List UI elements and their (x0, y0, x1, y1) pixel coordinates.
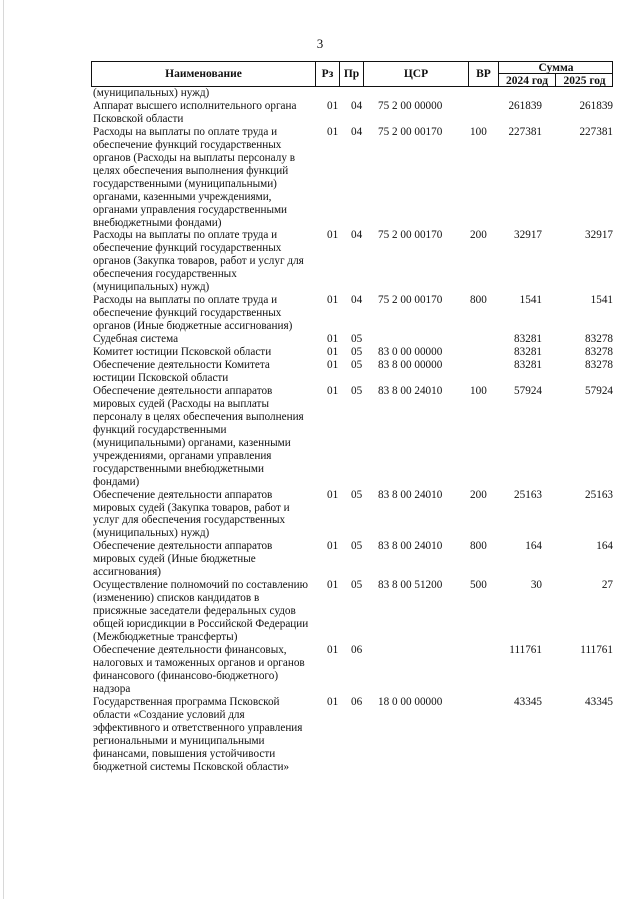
row-sum-2024: 43345 (514, 695, 542, 708)
row-csr: 83 8 00 24010 (378, 384, 443, 397)
row-rz: 01 (327, 384, 339, 397)
row-name: (муниципальных) нужд) (93, 87, 210, 99)
header-vr: ВР (469, 62, 499, 86)
table-row (0, 644, 640, 696)
row-rz: 01 (327, 359, 339, 372)
row-csr: 83 8 00 51200 (378, 579, 443, 592)
row-sum-2025: 25163 (585, 488, 613, 501)
table-row (0, 489, 640, 541)
row-rz: 01 (327, 346, 339, 359)
row-sum-2025: 57924 (585, 384, 613, 397)
row-name: Государственная программа Псковской области «Создание условий для эффективного и ответственного управления региональными и муниципальными финансами, повышения устойчивости бюджетной системы Псковской области» (93, 695, 303, 773)
table-row (0, 359, 640, 385)
row-pr: 05 (351, 579, 363, 592)
row-pr: 04 (351, 125, 363, 138)
row-sum-2025: 83278 (585, 359, 613, 372)
table-row (0, 540, 640, 579)
row-sum-2025: 83278 (585, 333, 613, 346)
row-name: Обеспечение деятельности финансовых, налоговых и таможенных органов и органов финансового (финансово-бюджетного) надзора (93, 643, 305, 695)
row-name: Расходы на выплаты по оплате труда и обеспечение функций государственных органов (Иные бюджетные ассигнования) (93, 294, 293, 333)
row-vr: 200 (470, 488, 487, 501)
row-sum-2024: 57924 (514, 384, 542, 397)
row-pr: 06 (351, 695, 363, 708)
row-pr: 05 (351, 359, 363, 372)
row-name: Аппарат высшего исполнительного органа Псковской области (93, 99, 297, 125)
row-sum-2024: 32917 (514, 229, 542, 242)
row-pr: 04 (351, 294, 363, 307)
row-rz: 01 (327, 488, 339, 501)
row-rz: 01 (327, 540, 339, 553)
row-rz: 01 (327, 579, 339, 592)
row-pr: 05 (351, 488, 363, 501)
row-sum-2024: 227381 (508, 125, 542, 138)
row-sum-2025: 111761 (580, 643, 613, 656)
row-vr: 100 (470, 384, 487, 397)
row-rz: 01 (327, 125, 339, 138)
row-pr: 05 (351, 346, 363, 359)
row-vr: 800 (470, 540, 487, 553)
row-name: Обеспечение деятельности Комитета юстиции Псковской области (93, 359, 270, 384)
row-name: Расходы на выплаты по оплате труда и обеспечение функций государственных органов (Закупка товаров, работ и услуг для обеспечения государственных (муниципальных) нужд) (93, 229, 304, 294)
header-year-2025: 2025 год (563, 74, 606, 87)
row-csr: 83 8 00 24010 (378, 488, 443, 501)
row-sum-2025: 164 (596, 540, 613, 553)
row-rz: 01 (327, 643, 339, 656)
row-sum-2024: 83281 (514, 359, 542, 372)
row-pr: 04 (351, 229, 363, 242)
table-row (0, 87, 640, 100)
row-csr: 75 2 00 00170 (378, 125, 443, 138)
header-year-2024: 2024 год (499, 74, 556, 87)
header-sum: Сумма (499, 62, 613, 74)
row-vr: 100 (470, 125, 487, 138)
row-csr: 18 0 00 00000 (378, 695, 443, 708)
table-row (0, 229, 640, 294)
row-rz: 01 (327, 229, 339, 242)
table-row (0, 385, 640, 489)
row-name: Обеспечение деятельности аппаратов мировых судей (Закупка товаров, работ и услуг для обеспечения государственных (муниципальных) нужд) (93, 488, 290, 540)
row-rz: 01 (327, 294, 339, 307)
table-body (0, 87, 640, 774)
row-sum-2024: 1541 (519, 294, 542, 307)
row-csr: 83 0 00 00000 (378, 346, 443, 359)
table-header (91, 61, 613, 87)
row-sum-2024: 111761 (509, 643, 542, 656)
row-sum-2024: 83281 (514, 346, 542, 359)
table-row (0, 579, 640, 644)
header-pr: Пр (340, 62, 364, 86)
row-pr: 06 (351, 643, 363, 656)
row-sum-2025: 261839 (579, 99, 613, 112)
row-rz: 01 (327, 695, 339, 708)
row-sum-2025: 227381 (579, 125, 613, 138)
row-csr: 83 8 00 24010 (378, 540, 443, 553)
row-vr: 200 (470, 229, 487, 242)
page-number: 3 (316, 36, 324, 51)
row-csr: 75 2 00 00000 (378, 99, 443, 112)
row-sum-2025: 1541 (590, 294, 613, 307)
row-sum-2025: 27 (601, 579, 613, 592)
header-csr: ЦСР (364, 62, 469, 86)
table-row (0, 333, 640, 346)
row-name: Расходы на выплаты по оплате труда и обеспечение функций государственных органов (Расходы на выплаты персоналу в целях обеспечения выполнения функций государственными (муниципальными) органами, казенными учреждениями, органами управления государственными внебюджетными фондами) (93, 125, 295, 229)
row-sum-2025: 32917 (585, 229, 613, 242)
row-name: Обеспечение деятельности аппаратов мировых судей (Расходы на выплаты персоналу в целях обеспечения выполнения функций государственными (муниципальными) органами, казенными учреждениями, органами управления государственными внебюджетными фондами) (93, 384, 304, 488)
row-sum-2025: 43345 (585, 695, 613, 708)
row-csr: 75 2 00 00170 (378, 229, 443, 242)
table-row (0, 346, 640, 359)
header-rz: Рз (316, 62, 340, 86)
row-sum-2025: 83278 (585, 346, 613, 359)
table-row (0, 696, 640, 774)
row-csr: 75 2 00 00170 (378, 294, 443, 307)
row-sum-2024: 261839 (508, 99, 542, 112)
header-name: Наименование (92, 62, 316, 86)
row-pr: 05 (351, 333, 363, 346)
row-pr: 04 (351, 99, 363, 112)
table-row (0, 126, 640, 230)
row-sum-2024: 30 (530, 579, 542, 592)
row-name: Осуществление полномочий по составлению (изменению) списков кандидатов в присяжные заседатели федеральных судов общей юрисдикции в Российской Федерации (Межбюджетные трансферты) (93, 579, 309, 644)
row-rz: 01 (327, 333, 339, 346)
row-csr: 83 8 00 00000 (378, 359, 443, 372)
row-sum-2024: 164 (525, 540, 542, 553)
row-name: Судебная система (93, 333, 179, 346)
row-name: Комитет юстиции Псковской области (93, 346, 272, 359)
table-row (0, 294, 640, 333)
row-pr: 05 (351, 384, 363, 397)
row-vr: 500 (470, 579, 487, 592)
row-name: Обеспечение деятельности аппаратов мировых судей (Иные бюджетные ассигнования) (93, 540, 273, 579)
row-sum-2024: 25163 (514, 488, 542, 501)
row-vr: 800 (470, 294, 487, 307)
row-pr: 05 (351, 540, 363, 553)
row-sum-2024: 83281 (514, 333, 542, 346)
table-row (0, 100, 640, 126)
row-rz: 01 (327, 99, 339, 112)
